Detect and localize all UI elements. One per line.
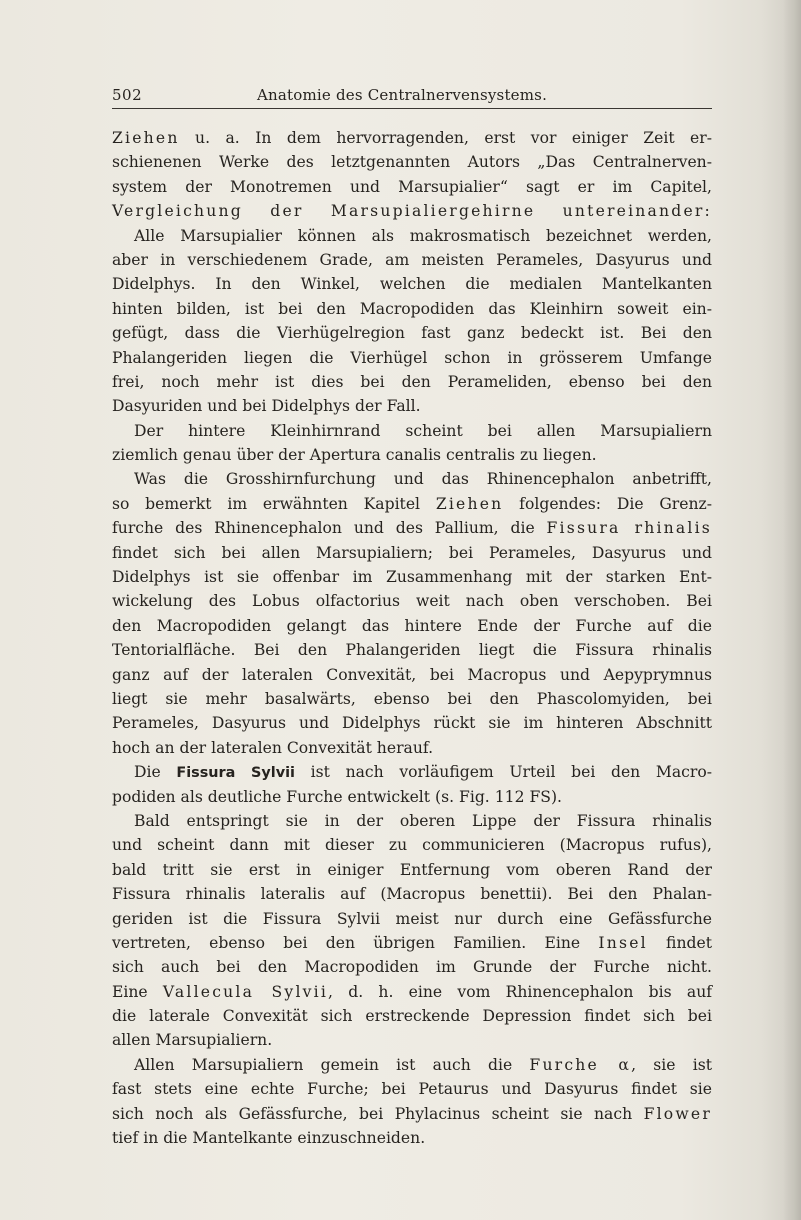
text-line (112, 614, 712, 638)
text-line (112, 126, 712, 150)
text-segment: bald tritt sie erst in einiger Entfernung vom oberen Rand der (112, 860, 712, 879)
text-segment: Tentorialfläche. Bei den Phalangeriden liegt die Fissura rhinalis (112, 641, 712, 660)
text-line (112, 370, 712, 394)
text-line (112, 1004, 712, 1028)
text-line (112, 833, 712, 857)
text-segment: Die (134, 763, 177, 782)
text-segment: furche des Rhinencephalon und des Pallium, die (112, 519, 547, 538)
text-line (112, 589, 712, 613)
text-line (112, 321, 712, 345)
text-line (112, 687, 712, 711)
text-segment: die laterale Convexität sich erstreckende Depression findet sich bei (112, 1007, 712, 1026)
text-segment: frei, noch mehr ist dies bei den Perameliden, ebenso bei den (112, 372, 712, 391)
text-segment: findet (647, 933, 712, 952)
spaced-term: Ziehen (112, 129, 180, 147)
text-line (112, 638, 712, 662)
text-segment: Alle Marsupialier können als makrosmatisch bezeichnet werden, (134, 226, 712, 245)
text-line (112, 882, 712, 906)
text-line (112, 858, 712, 882)
text-line (112, 809, 712, 833)
text-segment: sich noch als Gefässfurche, bei Phylacinus scheint sie nach (112, 1104, 644, 1123)
text-line (112, 711, 712, 735)
spaced-term: Ziehen (435, 494, 504, 513)
text-segment: vertreten, ebenso bei den übrigen Familien. Eine (112, 933, 599, 952)
text-line (112, 297, 712, 321)
text-line (112, 931, 712, 955)
text-segment: allen Marsupialiern. (112, 1031, 273, 1050)
text-line (112, 663, 712, 687)
text-segment: Dasyuriden und bei Didelphys der Fall. (112, 397, 421, 416)
text-line (112, 199, 712, 223)
text-line (112, 443, 712, 467)
text-line (112, 760, 712, 784)
text-line (112, 565, 712, 589)
text-line (112, 1028, 712, 1052)
text-segment: ist nach vorläufigem Urteil bei den Macro- (294, 763, 712, 782)
spaced-term: Vallecula Sylvii (162, 982, 329, 1001)
spaced-term: Vergleichung der Marsupialiergehirne untereinander: (112, 202, 712, 221)
text-line (112, 736, 712, 760)
text-segment: hoch an der lateralen Convexität herauf. (112, 738, 434, 757)
text-line (112, 467, 712, 491)
text-segment: system der Monotremen und Marsupialier“ sagt er im Capitel, (112, 177, 712, 196)
text-segment: , d. h. eine vom Rhinencephalon bis auf (328, 982, 713, 1001)
text-line (112, 394, 712, 418)
text-line (112, 980, 712, 1004)
text-line (112, 248, 712, 272)
text-line (112, 492, 712, 516)
text-line (112, 785, 712, 809)
spaced-term: Flower (643, 1104, 712, 1123)
text-line (112, 516, 712, 540)
text-segment: Didelphys. In den Winkel, welchen die medialen Mantelkanten (112, 275, 712, 294)
text-line (112, 541, 712, 565)
text-segment: tief in die Mantelkante einzuschneiden. (112, 1129, 426, 1148)
text-segment: fast stets eine echte Furche; bei Petaurus und Dasyurus findet sie (112, 1080, 712, 1099)
page-number: 502 (112, 86, 143, 104)
text-segment: Eine (112, 982, 163, 1001)
spaced-term: Insel (598, 933, 648, 952)
text-line (112, 1126, 712, 1150)
text-line (112, 1077, 712, 1101)
text-segment: den Macropodiden gelangt das hintere Ende der Furche auf die (112, 616, 712, 635)
text-segment: so bemerkt im erwähnten Kapitel (112, 494, 436, 513)
spaced-term: Fissura rhinalis (546, 519, 712, 538)
text-segment: Was die Grosshirnfurchung und das Rhinencephalon anbetrifft, (134, 470, 712, 489)
text-line (112, 224, 712, 248)
text-line (112, 955, 712, 979)
text-segment: Der hintere Kleinhirnrand scheint bei allen Marsupialiern (134, 421, 712, 440)
text-segment: ziemlich genau über der Apertura canalis centralis zu liegen. (112, 446, 597, 465)
text-line (112, 346, 712, 370)
text-line (112, 1053, 712, 1077)
text-line (112, 150, 712, 174)
text-segment: schienenen Werke des letztgenannten Autors „Das Centralnerven- (112, 153, 712, 172)
text-line (112, 419, 712, 443)
text-segment: , sie ist (631, 1055, 712, 1074)
text-segment: folgendes: Die Grenz- (503, 494, 713, 513)
text-segment: aber in verschiedenem Grade, am meisten Perameles, Dasyurus und (112, 250, 712, 269)
text-line (112, 907, 712, 931)
text-segment: gefügt, dass die Vierhügelregion fast ganz bedeckt ist. Bei den (112, 324, 712, 343)
text-segment: Phalangeriden liegen die Vierhügel schon in grösserem Umfange (112, 348, 712, 367)
text-line (112, 272, 712, 296)
text-segment: ganz auf der lateralen Convexität, bei Macropus und Aepyprymnus (112, 665, 712, 684)
bold-term: Fissura Sylvii (176, 765, 295, 782)
text-segment: Bald entspringt sie in der oberen Lippe der Fissura rhinalis (134, 811, 712, 830)
body-text (112, 126, 712, 1150)
text-segment: und scheint dann mit dieser zu communicieren (Macropus rufus), (112, 836, 712, 855)
text-segment: Didelphys ist sie offenbar im Zusammenhang mit der starken Ent- (112, 568, 712, 587)
text-segment: liegt sie mehr basalwärts, ebenso bei den Phascolomyiden, bei (112, 689, 712, 708)
text-segment: sich auch bei den Macropodiden im Grunde der Furche nicht. (112, 958, 712, 977)
text-segment: podiden als deutliche Furche entwickelt (s. Fig. 112 FS). (112, 787, 562, 806)
text-segment: findet sich bei allen Marsupialiern; bei Perameles, Dasyurus und (112, 543, 712, 562)
text-segment: u. a. In dem hervorragenden, erst vor einiger Zeit er- (179, 129, 712, 147)
page-header (112, 86, 712, 109)
text-segment: geriden ist die Fissura Sylvii meist nur durch eine Gefässfurche (112, 909, 712, 928)
spaced-term: Furche α (529, 1055, 632, 1074)
page-edge-shadow (783, 0, 801, 1220)
text-line (112, 1102, 712, 1126)
running-head: Anatomie des Centralnervensystems. (257, 86, 548, 104)
text-line (112, 175, 712, 199)
text-segment: Allen Marsupialiern gemein ist auch die (134, 1055, 530, 1074)
text-segment: hinten bilden, ist bei den Macropodiden das Kleinhirn soweit ein- (112, 299, 712, 318)
text-segment: wickelung des Lobus olfactorius weit nach oben verschoben. Bei (112, 592, 712, 611)
text-segment: Perameles, Dasyurus und Didelphys rückt sie im hinteren Abschnitt (112, 714, 712, 733)
text-segment: Fissura rhinalis lateralis auf (Macropus benettii). Bei den Phalan- (112, 885, 712, 904)
